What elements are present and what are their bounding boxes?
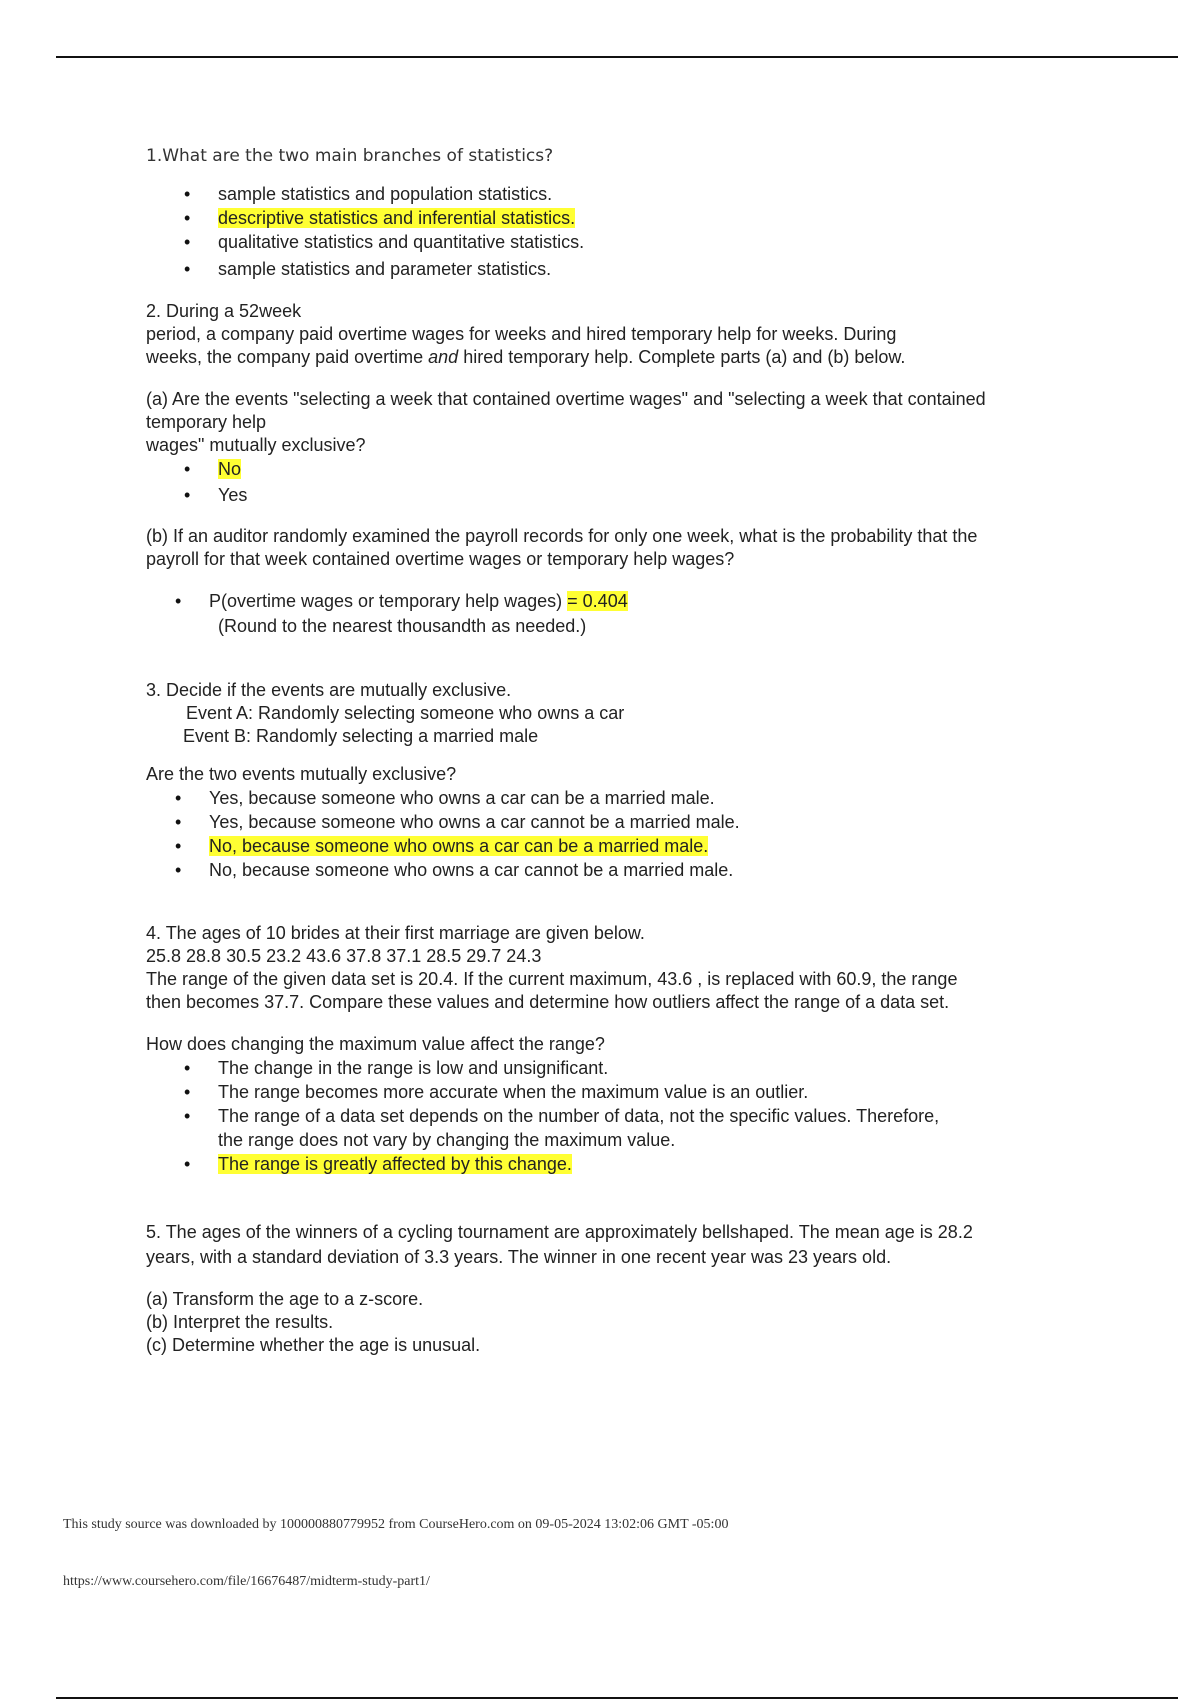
q3-option: • No, because someone who owns a car cannot be a married male. xyxy=(209,858,1106,882)
q2a-option-correct: • No xyxy=(218,457,1106,481)
bottom-rule xyxy=(56,1697,1178,1699)
q4-option: • The range becomes more accurate when the maximum value is an outlier. xyxy=(218,1080,1106,1104)
q1-option: • qualitative statistics and quantitative statistics. xyxy=(218,230,1106,254)
q4-options xyxy=(146,1056,1106,1176)
q2a-options xyxy=(146,457,1106,507)
q1-option: • sample statistics and population statistics. xyxy=(218,182,1106,206)
q4-line4: then becomes 37.7. Compare these values and determine how outliers affect the range of a data set. xyxy=(146,992,950,1012)
q1-option: • sample statistics and parameter statistics. xyxy=(218,257,1106,281)
q4-option: • The range of a data set depends on the number of data, not the specific values. Therefore, the range does not vary by changing the maximum value. xyxy=(218,1104,1106,1152)
q2b-answer: • P(overtime wages or temporary help wages) = 0.404 xyxy=(209,589,1106,613)
document-body xyxy=(146,145,1106,1357)
q1-options xyxy=(146,182,1106,281)
q3-event-a: Event A: Randomly selecting someone who owns a car xyxy=(186,703,625,723)
footer-source: This study source was downloaded by 100000880779952 from CourseHero.com on 09-05-2024 13:02:06 GMT -05:00 xyxy=(63,1517,729,1532)
q4-data: 25.8 28.8 30.5 23.2 43.6 37.8 37.1 28.5 29.7 24.3 xyxy=(146,946,542,966)
q2a-line2: temporary help xyxy=(146,412,267,432)
q2a-option: • Yes xyxy=(218,483,1106,507)
q1-title: 1.What are the two main branches of statistics? xyxy=(146,146,554,166)
q4-question: How does changing the maximum value affect the range? xyxy=(146,1034,605,1054)
q2-line3: weeks, the company paid overtime and hired temporary help. Complete parts (a) and (b) below. xyxy=(146,347,906,367)
q2b-note: (Round to the nearest thousandth as needed.) xyxy=(218,616,587,636)
q3-option-correct: • No, because someone who owns a car can be a married male. xyxy=(209,834,1106,858)
q2b-line1: (b) If an auditor randomly examined the payroll records for only one week, what is the probability that the xyxy=(146,526,978,546)
q3-option: • Yes, because someone who owns a car cannot be a married male. xyxy=(209,810,1106,834)
top-rule xyxy=(56,56,1178,58)
q4-option-correct: • The range is greatly affected by this change. xyxy=(218,1152,1106,1176)
q2b-line2: payroll for that week contained overtime wages or temporary help wages? xyxy=(146,549,735,569)
q4-line3: The range of the given data set is 20.4. If the current maximum, 43.6 , is replaced with 60.9, the range xyxy=(146,969,958,989)
q4-title: 4. The ages of 10 brides at their first marriage are given below. xyxy=(146,923,645,943)
q3-event-b: Event B: Randomly selecting a married male xyxy=(183,726,539,746)
q1-option-correct: • descriptive statistics and inferential statistics. xyxy=(218,206,1106,230)
q3-option: • Yes, because someone who owns a car can be a married male. xyxy=(209,786,1106,810)
q2b-answer-list xyxy=(146,589,1106,613)
q3-question: Are the two events mutually exclusive? xyxy=(146,764,457,784)
q3-options xyxy=(146,786,1106,882)
q2-line2: period, a company paid overtime wages for weeks and hired temporary help for weeks. During xyxy=(146,324,897,344)
q5-line2: years, with a standard deviation of 3.3 years. The winner in one recent year was 23 years old. xyxy=(146,1247,892,1267)
q2a-line3: wages" mutually exclusive? xyxy=(146,435,366,455)
q5-part-a: (a) Transform the age to a z-score. xyxy=(146,1289,424,1309)
q5-line1: 5. The ages of the winners of a cycling tournament are approximately bellshaped. The mean age is 28.2 xyxy=(146,1222,973,1242)
q3-title: 3. Decide if the events are mutually exclusive. xyxy=(146,680,512,700)
footer-url: https://www.coursehero.com/file/16676487/midterm-study-part1/ xyxy=(63,1574,430,1589)
q5-part-b: (b) Interpret the results. xyxy=(146,1312,334,1332)
q4-option: • The change in the range is low and unsignificant. xyxy=(218,1056,1106,1080)
q2a-line1: (a) Are the events "selecting a week that contained overtime wages" and "selecting a week that contained xyxy=(146,389,986,409)
q5-part-c: (c) Determine whether the age is unusual. xyxy=(146,1335,481,1355)
q2-line1: 2. During a 52week xyxy=(146,301,302,321)
